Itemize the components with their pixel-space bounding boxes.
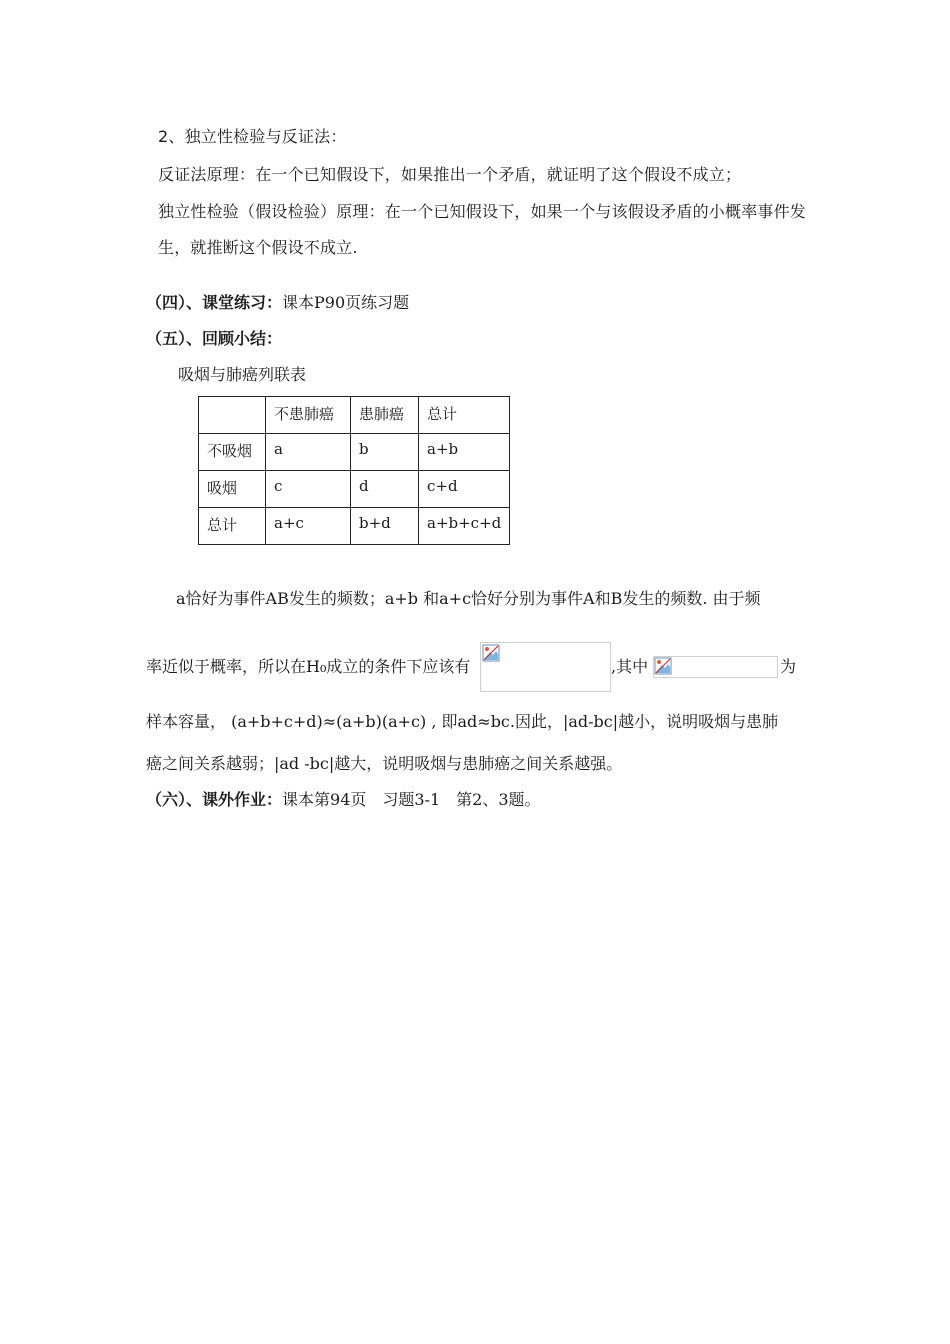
table-cell: b <box>351 434 419 471</box>
part4-line <box>146 293 409 313</box>
broken-image-icon <box>482 644 500 662</box>
test-principle-line1: 独立性检验（假设检验）原理：在一个已知假设下，如果一个与该假设矛盾的小概率事件发 <box>158 202 807 221</box>
table-cell: 不患肺癌 <box>266 397 351 434</box>
part4-text: 课本P90页练习题 <box>282 293 410 312</box>
table-row <box>199 508 510 545</box>
test-principle-line2: 生，就推断这个假设不成立. <box>158 238 358 257</box>
contradiction-principle: 反证法原理：在一个已知假设下，如果推出一个矛盾，就证明了这个假设不成立； <box>158 165 742 184</box>
table-caption: 吸烟与肺癌列联表 <box>178 365 307 384</box>
table-cell: c <box>266 471 351 508</box>
table-cell: d <box>351 471 419 508</box>
part4-label: （四）、课堂练习： <box>146 293 283 312</box>
paragraph-line2c: 为 <box>780 657 797 676</box>
table-cell: 患肺癌 <box>351 397 419 434</box>
table-cell: a+c <box>266 508 351 545</box>
table-cell: 总计 <box>419 397 510 434</box>
table-cell: b+d <box>351 508 419 545</box>
table-cell: a+b <box>419 434 510 471</box>
table-row <box>199 434 510 471</box>
table-cell <box>199 397 266 434</box>
paragraph-line4: 癌之间关系越弱；|ad -bc|越大，说明吸烟与患肺癌之间关系越强。 <box>146 754 623 773</box>
paragraph-line2b: ,其中 <box>611 657 649 676</box>
table-cell: c+d <box>419 471 510 508</box>
table-header-row <box>199 397 510 434</box>
table-cell: 总计 <box>199 508 266 545</box>
section-heading: 2、独立性检验与反证法： <box>158 127 347 146</box>
part6-label: （六）、课外作业： <box>146 790 283 809</box>
paragraph-line3: 样本容量， (a+b+c+d)≈(a+b)(a+c) , 即ad≈bc.因此，|ad-bc|越小，说明吸烟与患肺 <box>146 712 779 731</box>
table-cell: a+b+c+d <box>419 508 510 545</box>
paragraph-line1: a恰好为事件AB发生的频数；a+b 和a+c恰好分别为事件A和B发生的频数. 由于频 <box>176 589 761 608</box>
broken-image-icon <box>654 657 672 675</box>
table-cell: 不吸烟 <box>199 434 266 471</box>
paragraph-line2a: 率近似于概率，所以在H₀成立的条件下应该有 <box>146 657 471 676</box>
table-cell: 吸烟 <box>199 471 266 508</box>
table-cell: a <box>266 434 351 471</box>
part5-label: （五）、回顾小结： <box>146 329 283 348</box>
part6-line <box>146 790 541 810</box>
table-row <box>199 471 510 508</box>
part6-text: 课本第94页 习题3-1 第2、3题。 <box>282 790 541 809</box>
contingency-table <box>198 396 510 545</box>
